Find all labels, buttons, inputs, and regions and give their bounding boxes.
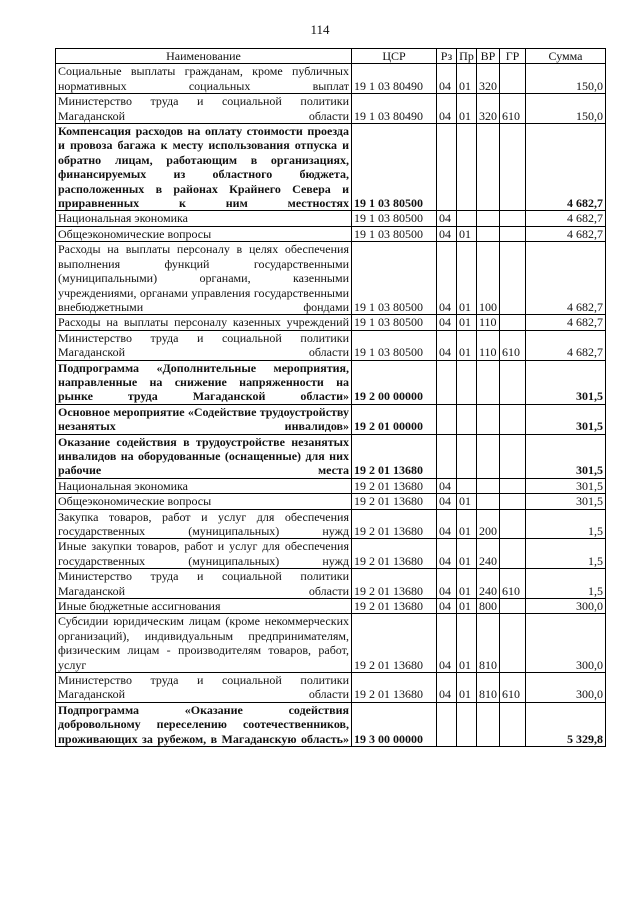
cell-gr: 610 xyxy=(500,673,526,703)
cell-pr xyxy=(457,360,477,404)
cell-gr xyxy=(500,614,526,673)
cell-code: 19 2 01 13680 xyxy=(352,434,437,478)
cell-rz: 04 xyxy=(437,315,457,330)
cell-name: Оказание содействия в трудоустройстве незанятых инвалидов на оборудованные (оснащенные) для них рабочие места xyxy=(56,434,352,478)
cell-pr: 01 xyxy=(457,509,477,539)
cell-name: Общеэкономические вопросы xyxy=(56,226,352,241)
table-row xyxy=(56,64,606,94)
cell-pr xyxy=(457,404,477,434)
cell-gr: 610 xyxy=(500,569,526,599)
cell-pr: 01 xyxy=(457,614,477,673)
cell-pr: 01 xyxy=(457,569,477,599)
cell-pr xyxy=(457,702,477,746)
cell-vr: 240 xyxy=(477,539,500,569)
cell-vr xyxy=(477,478,500,493)
table-row xyxy=(56,599,606,614)
cell-sum: 300,0 xyxy=(526,614,606,673)
cell-code: 19 2 01 13680 xyxy=(352,614,437,673)
cell-sum: 5 329,8 xyxy=(526,702,606,746)
cell-gr xyxy=(500,242,526,315)
cell-code: 19 2 01 13680 xyxy=(352,599,437,614)
cell-rz: 04 xyxy=(437,569,457,599)
table-row xyxy=(56,211,606,226)
header-code: ЦСР xyxy=(352,49,437,64)
cell-pr: 01 xyxy=(457,494,477,509)
header-pr: Пр xyxy=(457,49,477,64)
cell-gr xyxy=(500,494,526,509)
cell-gr xyxy=(500,124,526,211)
cell-gr xyxy=(500,478,526,493)
cell-code: 19 1 03 80490 xyxy=(352,64,437,94)
cell-sum: 301,5 xyxy=(526,404,606,434)
cell-rz: 04 xyxy=(437,599,457,614)
table-row xyxy=(56,478,606,493)
cell-rz: 04 xyxy=(437,673,457,703)
cell-code: 19 2 01 13680 xyxy=(352,539,437,569)
cell-name: Социальные выплаты гражданам, кроме публичных нормативных социальных выплат xyxy=(56,64,352,94)
budget-table xyxy=(55,48,606,747)
cell-pr: 01 xyxy=(457,673,477,703)
cell-code: 19 1 03 80490 xyxy=(352,94,437,124)
cell-pr xyxy=(457,434,477,478)
cell-rz: 04 xyxy=(437,614,457,673)
cell-rz: 04 xyxy=(437,94,457,124)
table-row xyxy=(56,614,606,673)
cell-name: Иные закупки товаров, работ и услуг для обеспечения государственных (муниципальных) нужд xyxy=(56,539,352,569)
cell-vr: 100 xyxy=(477,242,500,315)
cell-pr: 01 xyxy=(457,242,477,315)
cell-name: Министерство труда и социальной политики Магаданской области xyxy=(56,673,352,703)
cell-name: Министерство труда и социальной политики Магаданской области xyxy=(56,569,352,599)
cell-pr: 01 xyxy=(457,226,477,241)
cell-rz: 04 xyxy=(437,494,457,509)
cell-code: 19 2 00 00000 xyxy=(352,360,437,404)
cell-vr xyxy=(477,434,500,478)
cell-sum: 301,5 xyxy=(526,478,606,493)
cell-sum: 1,5 xyxy=(526,569,606,599)
cell-code: 19 1 03 80500 xyxy=(352,211,437,226)
cell-code: 19 1 03 80500 xyxy=(352,315,437,330)
cell-sum: 4 682,7 xyxy=(526,211,606,226)
cell-vr xyxy=(477,226,500,241)
cell-pr: 01 xyxy=(457,539,477,569)
cell-gr xyxy=(500,434,526,478)
cell-vr: 200 xyxy=(477,509,500,539)
cell-vr xyxy=(477,404,500,434)
cell-vr xyxy=(477,211,500,226)
cell-rz xyxy=(437,434,457,478)
cell-code: 19 2 01 13680 xyxy=(352,569,437,599)
cell-vr xyxy=(477,124,500,211)
cell-code: 19 3 00 00000 xyxy=(352,702,437,746)
cell-rz xyxy=(437,124,457,211)
cell-vr: 320 xyxy=(477,64,500,94)
cell-sum: 4 682,7 xyxy=(526,315,606,330)
cell-gr xyxy=(500,599,526,614)
cell-sum: 4 682,7 xyxy=(526,226,606,241)
header-sum: Сумма xyxy=(526,49,606,64)
table-row xyxy=(56,242,606,315)
cell-code: 19 2 01 13680 xyxy=(352,673,437,703)
table-row xyxy=(56,434,606,478)
cell-sum: 301,5 xyxy=(526,434,606,478)
cell-gr: 610 xyxy=(500,330,526,360)
cell-rz: 04 xyxy=(437,478,457,493)
cell-gr xyxy=(500,64,526,94)
cell-gr xyxy=(500,226,526,241)
table-row xyxy=(56,404,606,434)
cell-vr xyxy=(477,360,500,404)
table-row xyxy=(56,360,606,404)
cell-name: Национальная экономика xyxy=(56,211,352,226)
table-row xyxy=(56,702,606,746)
cell-sum: 150,0 xyxy=(526,94,606,124)
cell-rz: 04 xyxy=(437,330,457,360)
cell-vr: 240 xyxy=(477,569,500,599)
cell-code: 19 1 03 80500 xyxy=(352,124,437,211)
cell-sum: 300,0 xyxy=(526,673,606,703)
cell-code: 19 2 01 13680 xyxy=(352,494,437,509)
cell-name: Закупка товаров, работ и услуг для обеспечения государственных (муниципальных) нужд xyxy=(56,509,352,539)
cell-name: Подпрограмма «Оказание содействия добровольному переселению соотечественников, проживающих за рубежом, в Магаданскую область» xyxy=(56,702,352,746)
table-row xyxy=(56,330,606,360)
table-row xyxy=(56,569,606,599)
table-row xyxy=(56,94,606,124)
cell-rz: 04 xyxy=(437,242,457,315)
cell-pr: 01 xyxy=(457,330,477,360)
cell-vr: 810 xyxy=(477,614,500,673)
page-number: 114 xyxy=(310,22,330,37)
cell-gr xyxy=(500,315,526,330)
cell-pr: 01 xyxy=(457,94,477,124)
table-row xyxy=(56,673,606,703)
cell-code: 19 2 01 00000 xyxy=(352,404,437,434)
header-rz: Рз xyxy=(437,49,457,64)
cell-pr xyxy=(457,124,477,211)
cell-code: 19 1 03 80500 xyxy=(352,226,437,241)
cell-vr: 810 xyxy=(477,673,500,703)
cell-rz: 04 xyxy=(437,64,457,94)
cell-sum: 4 682,7 xyxy=(526,242,606,315)
cell-name: Основное мероприятие «Содействие трудоустройству незанятых инвалидов» xyxy=(56,404,352,434)
cell-code: 19 1 03 80500 xyxy=(352,330,437,360)
cell-vr xyxy=(477,702,500,746)
cell-gr xyxy=(500,509,526,539)
table-row xyxy=(56,124,606,211)
table-row xyxy=(56,315,606,330)
cell-gr xyxy=(500,211,526,226)
cell-name: Министерство труда и социальной политики Магаданской области xyxy=(56,94,352,124)
cell-name: Министерство труда и социальной политики Магаданской области xyxy=(56,330,352,360)
header-vr: ВР xyxy=(477,49,500,64)
header-gr: ГР xyxy=(500,49,526,64)
cell-pr xyxy=(457,478,477,493)
cell-name: Иные бюджетные ассигнования xyxy=(56,599,352,614)
cell-code: 19 2 01 13680 xyxy=(352,509,437,539)
cell-name: Национальная экономика xyxy=(56,478,352,493)
cell-rz: 04 xyxy=(437,226,457,241)
cell-name: Расходы на выплаты персоналу казенных учреждений xyxy=(56,315,352,330)
table-header-row xyxy=(56,49,606,64)
cell-vr: 110 xyxy=(477,330,500,360)
cell-pr xyxy=(457,211,477,226)
cell-vr: 320 xyxy=(477,94,500,124)
table-row xyxy=(56,226,606,241)
cell-sum: 4 682,7 xyxy=(526,124,606,211)
cell-code: 19 1 03 80500 xyxy=(352,242,437,315)
cell-sum: 150,0 xyxy=(526,64,606,94)
cell-sum: 4 682,7 xyxy=(526,330,606,360)
cell-name: Расходы на выплаты персоналу в целях обеспечения выполнения функций государственными (муниципальными) органами, казенными учреждениями, органами управления государственными внебюджетными фондами xyxy=(56,242,352,315)
cell-gr xyxy=(500,702,526,746)
cell-sum: 301,5 xyxy=(526,360,606,404)
cell-vr: 800 xyxy=(477,599,500,614)
cell-pr: 01 xyxy=(457,64,477,94)
cell-rz: 04 xyxy=(437,211,457,226)
cell-name: Компенсация расходов на оплату стоимости проезда и провоза багажа к месту использования отпуска и обратно лицам, работающим в организациях, финансируемых из областного бюджета, расположенных в районах Крайнего Севера и приравненных к ним местностях xyxy=(56,124,352,211)
table-row xyxy=(56,539,606,569)
cell-vr xyxy=(477,494,500,509)
cell-name: Подпрограмма «Дополнительные мероприятия, направленные на снижение напряженности на рынке труда Магаданской области» xyxy=(56,360,352,404)
table-row xyxy=(56,494,606,509)
cell-sum: 1,5 xyxy=(526,539,606,569)
cell-gr: 610 xyxy=(500,94,526,124)
table-row xyxy=(56,509,606,539)
cell-name: Субсидии юридическим лицам (кроме некоммерческих организаций), индивидуальным предпринимателям, физическим лицам - производителям товаров, работ, услуг xyxy=(56,614,352,673)
cell-gr xyxy=(500,539,526,569)
cell-rz xyxy=(437,702,457,746)
cell-sum: 1,5 xyxy=(526,509,606,539)
cell-vr: 110 xyxy=(477,315,500,330)
cell-pr: 01 xyxy=(457,599,477,614)
cell-rz: 04 xyxy=(437,509,457,539)
cell-name: Общеэкономические вопросы xyxy=(56,494,352,509)
cell-sum: 301,5 xyxy=(526,494,606,509)
cell-code: 19 2 01 13680 xyxy=(352,478,437,493)
cell-rz xyxy=(437,360,457,404)
cell-rz: 04 xyxy=(437,539,457,569)
cell-gr xyxy=(500,404,526,434)
cell-pr: 01 xyxy=(457,315,477,330)
cell-rz xyxy=(437,404,457,434)
cell-sum: 300,0 xyxy=(526,599,606,614)
header-name: Наименование xyxy=(56,49,352,64)
cell-gr xyxy=(500,360,526,404)
